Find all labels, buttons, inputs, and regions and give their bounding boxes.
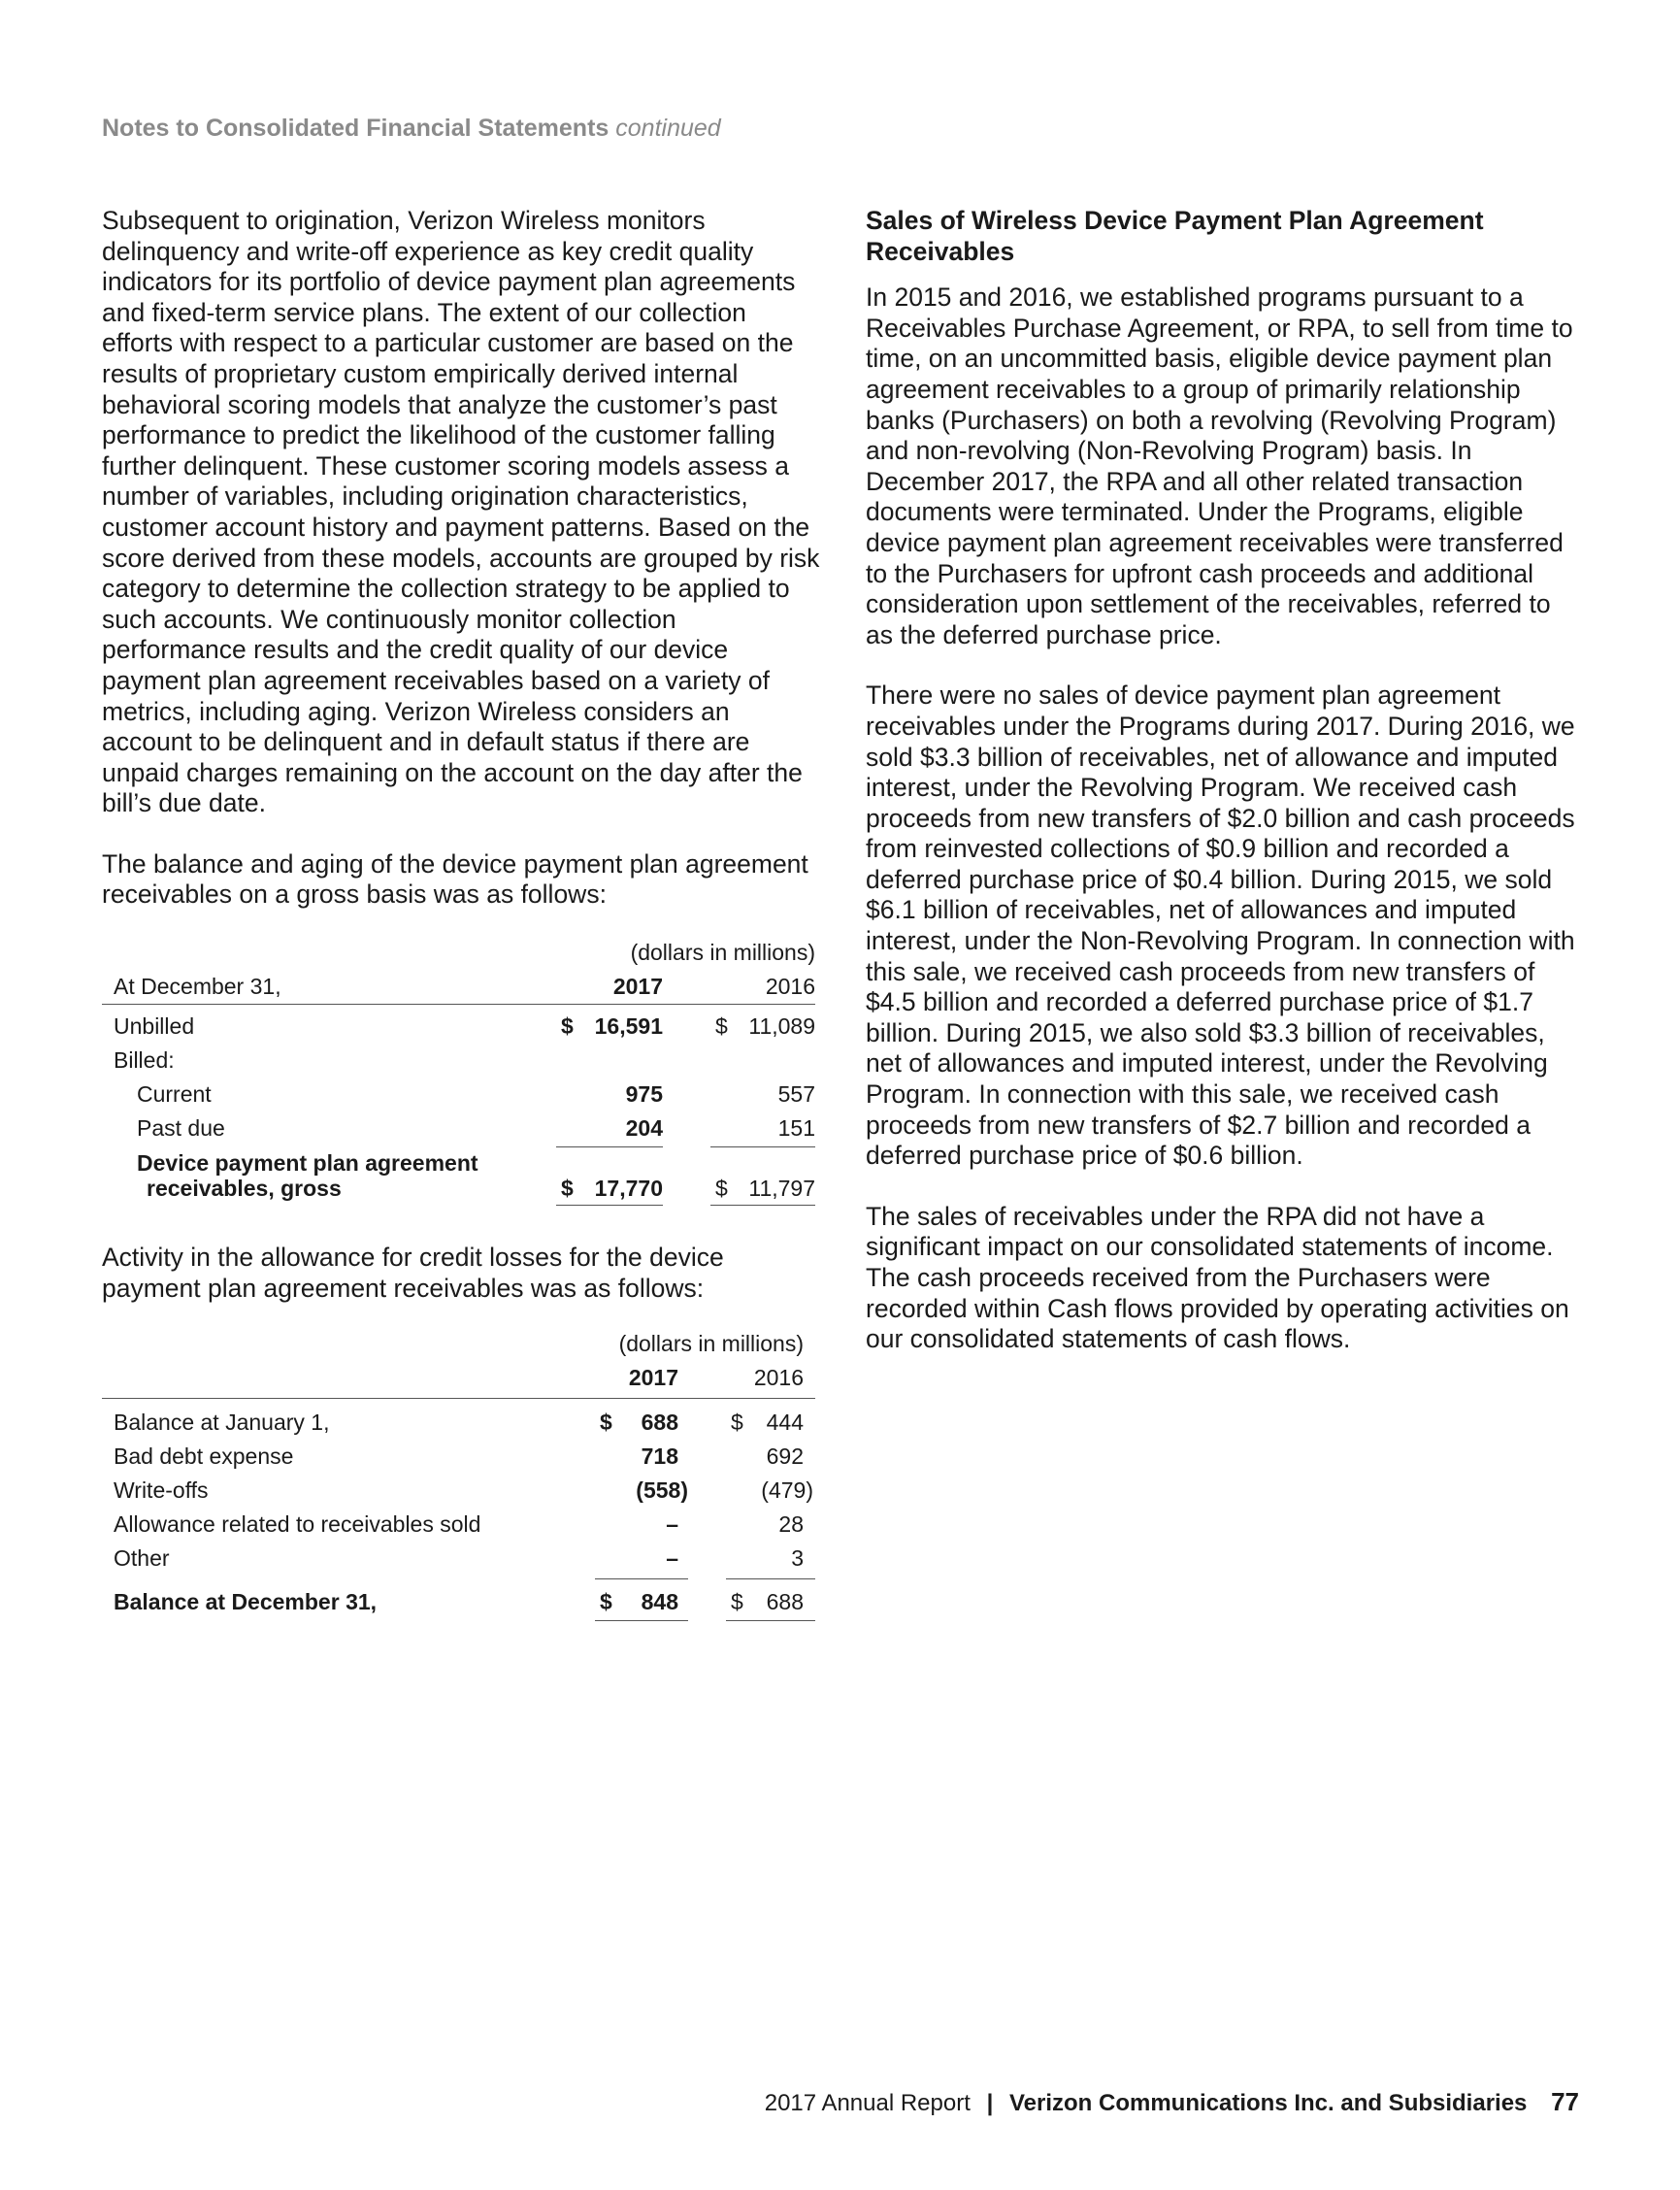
table-row (102, 1112, 815, 1145)
table-header-row (102, 1361, 815, 1398)
value-2016: 3 (791, 1545, 804, 1572)
total-row (102, 1576, 815, 1620)
row-label: Billed: (114, 1047, 175, 1074)
total-2016: 688 (766, 1589, 804, 1615)
header-continued: continued (615, 115, 721, 142)
footer-separator: | (986, 2090, 994, 2116)
total-2017: 848 (641, 1589, 678, 1615)
dollar-sign: $ (731, 1589, 743, 1615)
value-2017: – (666, 1545, 678, 1572)
value-2017: 688 (641, 1410, 678, 1436)
left-column (102, 206, 820, 1620)
table-row (102, 1406, 815, 1440)
dollar-sign: $ (561, 1176, 574, 1202)
dollar-sign: $ (715, 1176, 728, 1202)
value-2017: – (666, 1511, 678, 1538)
dollar-sign: $ (715, 1013, 728, 1040)
table-row (102, 1542, 815, 1576)
total-rule-2016 (710, 1205, 815, 1206)
total-2017: 17,770 (594, 1176, 663, 1202)
right-column (866, 206, 1584, 1355)
value-2017: 975 (625, 1081, 663, 1108)
row-label: Current (137, 1081, 212, 1108)
total-label-line2: receivables, gross (147, 1176, 342, 1202)
row-label: Balance at January 1, (114, 1410, 330, 1436)
header-rule (102, 1398, 815, 1399)
footer-company: Verizon Communications Inc. and Subsidiaries (1008, 2090, 1528, 2116)
table-row (102, 1044, 815, 1078)
dollar-sign: $ (731, 1410, 743, 1436)
page-number: 77 (1551, 2087, 1579, 2116)
table-header-row (102, 970, 815, 1004)
aging-table (102, 936, 815, 1206)
value-2016: 557 (777, 1081, 815, 1108)
allowance-intro-paragraph: Activity in the allowance for credit losses for the device payment plan agreement receivables was as follows: (102, 1243, 724, 1303)
total-row (102, 1145, 815, 1206)
total-label-line1: Device payment plan agreement (137, 1150, 478, 1177)
sales-paragraph: There were no sales of device payment plan agreement receivables under the Programs during 2017. During 2016, we sold $3.3 billion of receivables, net of allowance and imputed interest, under the Revolving Program. We received cash proceeds from new transfers of $2.0 billion and cash proceeds from reinvested collections of $0.9 billion and recorded a deferred purchase price of $0.4 billion. During 2015, we sold $6.1 billion of receivables, net of allowances and imputed interest, under the Non-Revolving Program. In connection with this sale, we received cash proceeds from new transfers of $4.5 billion and recorded a deferred purchase price of $1.7 billion. During 2015, we also sold $3.3 billion of receivables, net of allowances and imputed interest, under the Revolving Program. In connection with this sale, we received cash proceeds from new transfers of $2.7 billion and recorded a deferred purchase price of $0.6 billion. (866, 680, 1575, 1171)
section-heading: Sales of Wireless Device Payment Plan Agreement Receivables (866, 206, 1484, 266)
value-2017: (558) (636, 1477, 688, 1504)
value-2016: (479) (761, 1477, 813, 1504)
table-row (102, 1078, 815, 1112)
value-2017: 16,591 (594, 1013, 663, 1040)
value-2016: 11,089 (748, 1013, 815, 1040)
table-units: (dollars in millions) (630, 940, 815, 966)
aging-intro-paragraph: The balance and aging of the device payment plan agreement receivables on a gross basis was as follows: (102, 848, 808, 910)
credit-quality-paragraph: Subsequent to origination, Verizon Wireless monitors delinquency and write-off experience as key credit quality indicators for its portfolio of device payment plan agreements and fixed-term service plans. The extent of our collection efforts with respect to a particular customer are based on the results of proprietary custom empirically derived internal behavioral scoring models that analyze the customer’s past performance to predict the likelihood of the customer falling further delinquent. These customer scoring models assess a number of variables, including origination characteristics, customer account history and payment patterns. Based on the score derived from these models, accounts are grouped by risk category to determine the collection strategy to be applied to such accounts. We continuously monitor collection performance results and the credit quality of our device payment plan agreement receivables based on a variety of metrics, including aging. Verizon Wireless considers an account to be delinquent and in default status if there are unpaid charges remaining on the account on the day after the bill’s due date. (102, 206, 820, 818)
value-2016: 692 (766, 1443, 804, 1470)
value-2016: 151 (777, 1115, 815, 1142)
total-label: Balance at December 31, (114, 1589, 378, 1615)
row-label: Write-offs (114, 1477, 209, 1504)
table-row (102, 1508, 815, 1542)
value-2017: 204 (625, 1115, 663, 1142)
row-label: Other (114, 1545, 170, 1572)
table-units-row (102, 1327, 815, 1361)
row-label: Allowance related to receivables sold (114, 1511, 481, 1538)
row-label: Unbilled (114, 1013, 195, 1040)
row-label: Bad debt expense (114, 1443, 294, 1470)
allowance-table (102, 1327, 815, 1620)
impact-paragraph: The sales of receivables under the RPA did not have a significant impact on our consolidated statements of income. The cash proceeds received from the Purchasers were recorded within Cash flows provided by operating activities on our consolidated statements of cash flows. (866, 1201, 1569, 1354)
total-rule-2017 (556, 1205, 663, 1206)
row-label: Past due (137, 1115, 225, 1142)
footer-report: 2017 Annual Report (764, 2090, 971, 2116)
page-header (102, 115, 721, 143)
page-footer (765, 2087, 1579, 2117)
column-header-2016: 2016 (753, 1365, 804, 1391)
header-title: Notes to Consolidated Financial Statements (102, 115, 609, 142)
total-2016: 11,797 (748, 1176, 815, 1202)
dollar-sign: $ (561, 1013, 574, 1040)
column-header-2017: 2017 (612, 974, 663, 1000)
total-rule-2016 (726, 1620, 815, 1621)
column-header-2016: 2016 (765, 974, 815, 1000)
value-2017: 718 (641, 1443, 678, 1470)
column-header-2017: 2017 (628, 1365, 678, 1391)
dollar-sign: $ (600, 1589, 612, 1615)
table-units-row (102, 936, 815, 970)
header-rule (102, 1004, 815, 1005)
dollar-sign: $ (600, 1410, 612, 1436)
value-2016: 28 (778, 1511, 804, 1538)
rpa-paragraph: In 2015 and 2016, we established programs pursuant to a Receivables Purchase Agreement, or RPA, to sell from time to time, on an uncommitted basis, eligible device payment plan agreement receivables to a group of primarily relationship banks (Purchasers) on both a revolving (Revolving Program) and non-revolving (Non-Revolving Program) basis. In December 2017, the RPA and all other related transaction documents were terminated. Under the Programs, eligible device payment plan agreement receivables were transferred to the Purchasers for upfront cash proceeds and additional consideration upon settlement of the receivables, referred to as the deferred purchase price. (866, 282, 1573, 649)
value-2016: 444 (766, 1410, 804, 1436)
column-header-label: At December 31, (114, 974, 281, 1000)
table-row (102, 1010, 815, 1044)
table-row (102, 1440, 815, 1474)
table-row (102, 1474, 815, 1508)
total-rule-2017 (595, 1620, 688, 1621)
table-units: (dollars in millions) (618, 1331, 804, 1357)
